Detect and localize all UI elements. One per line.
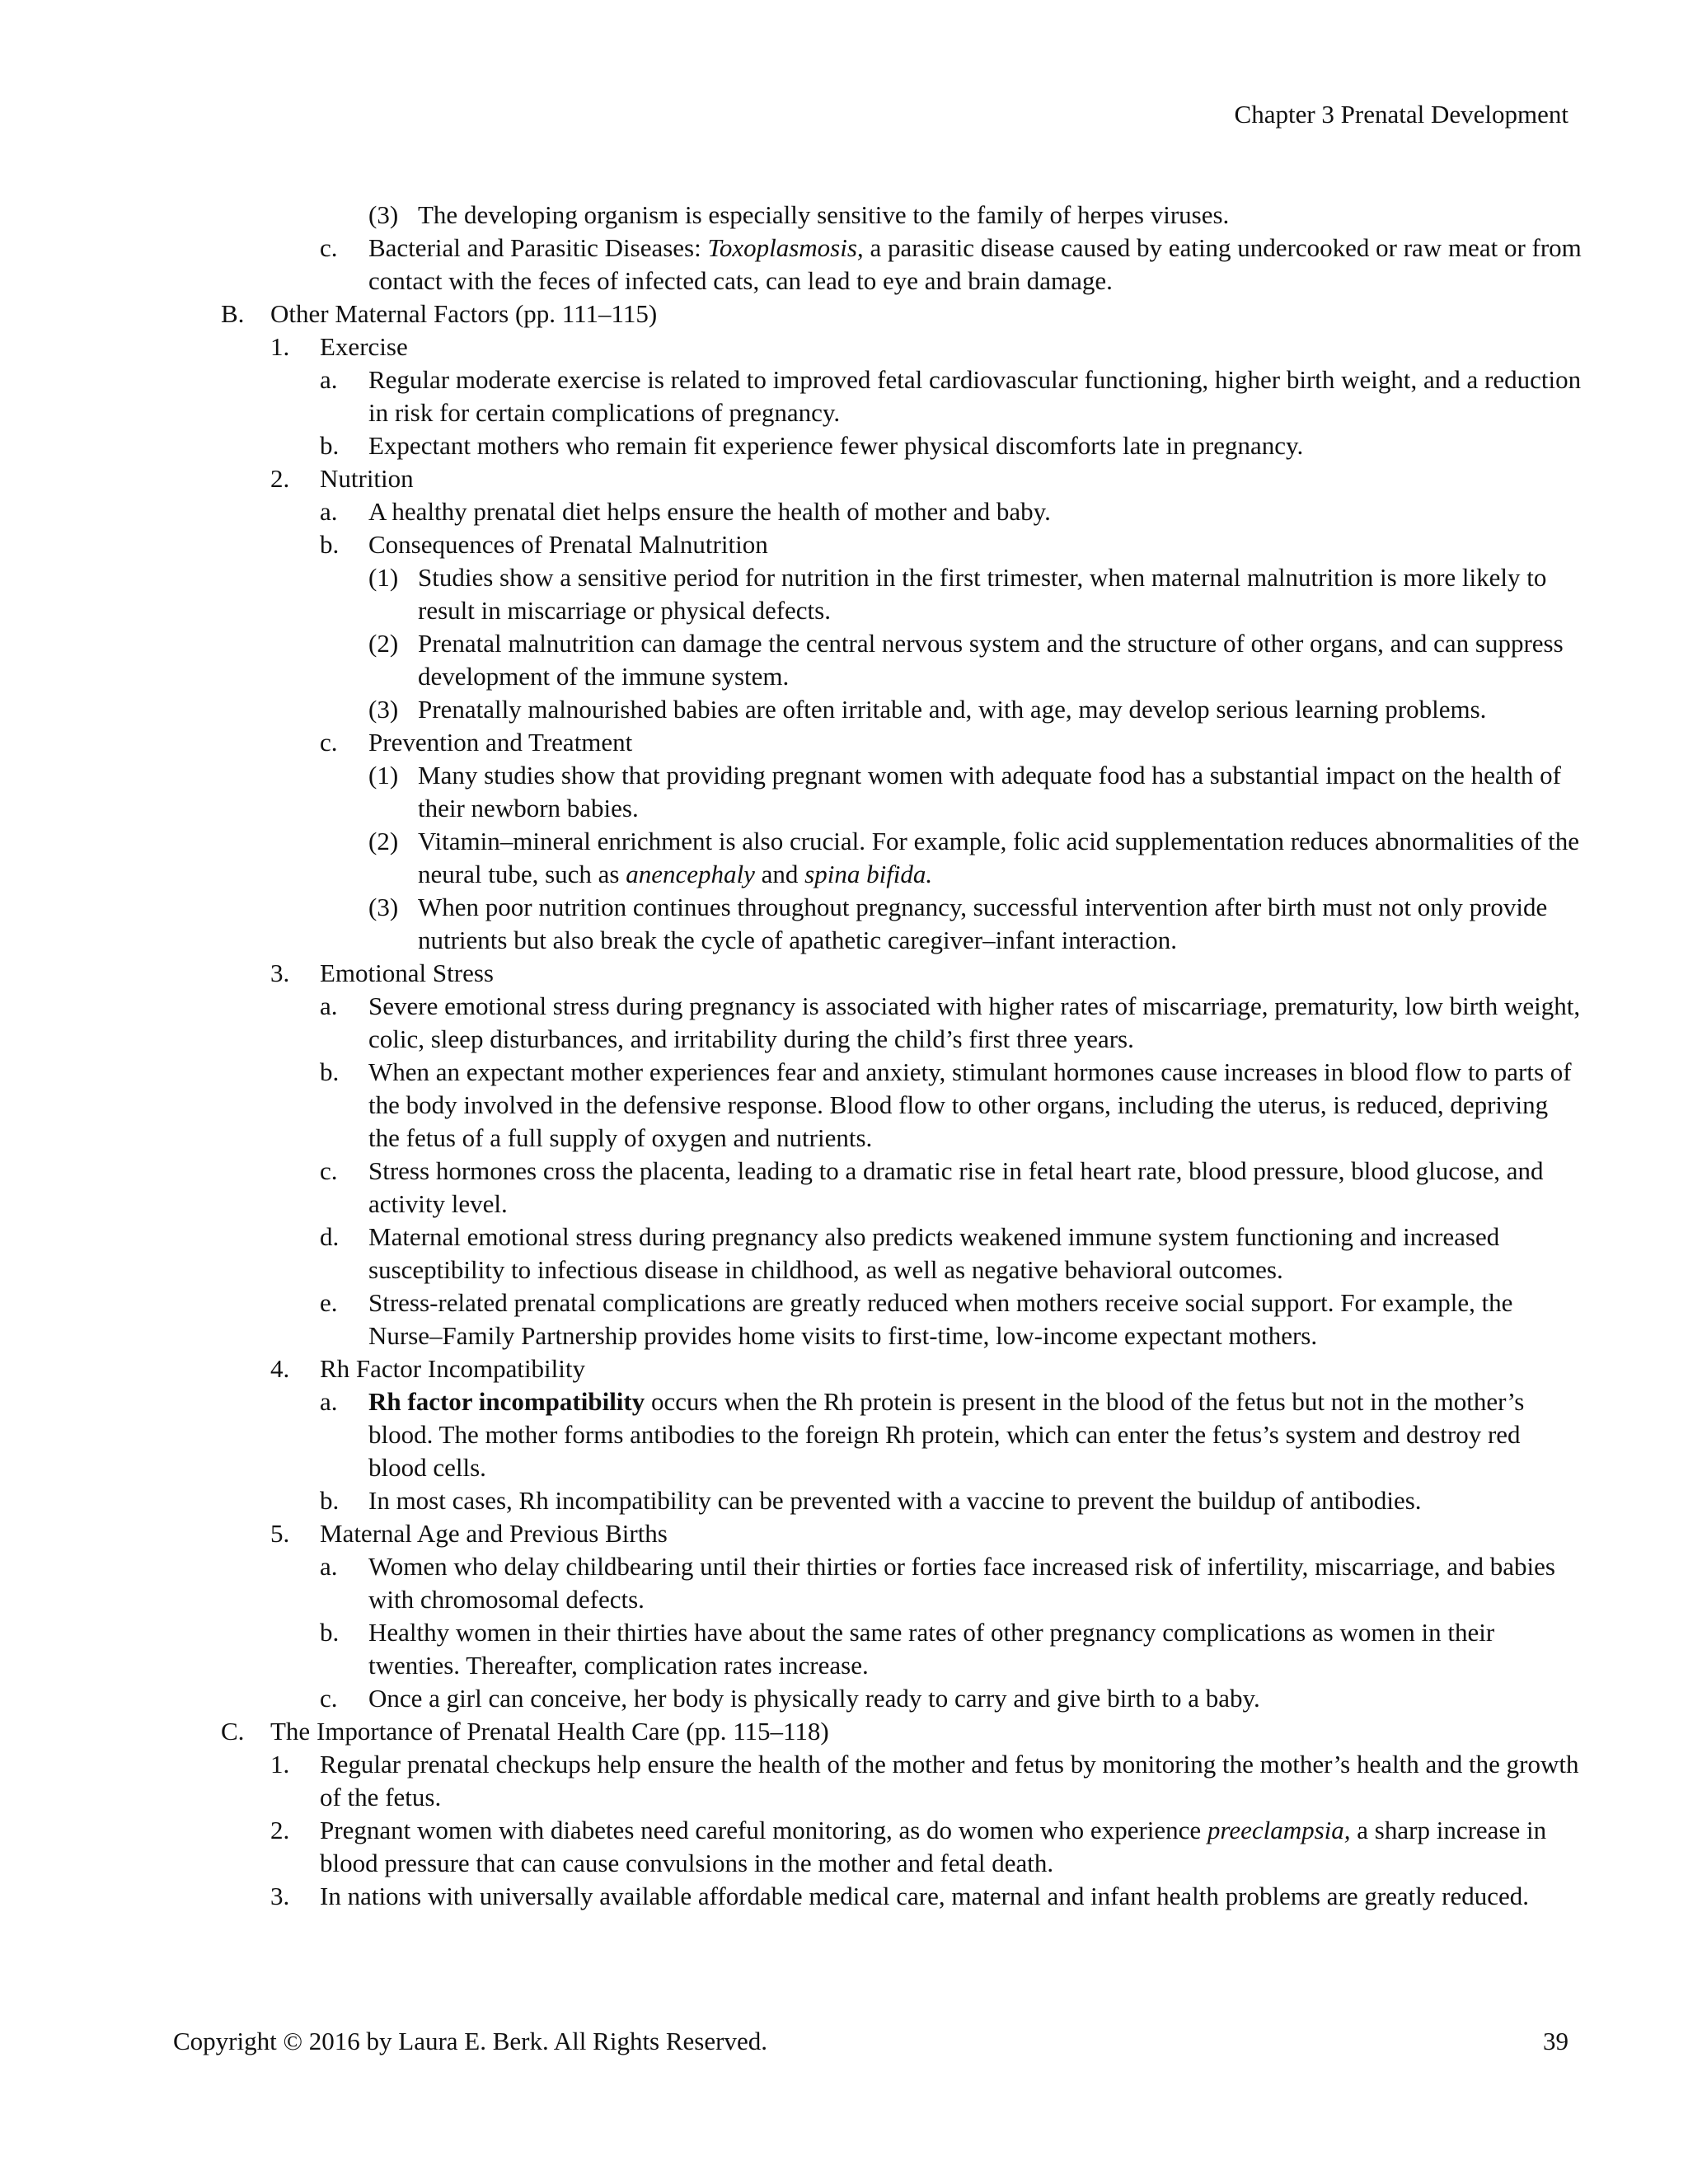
outline-label: a.: [320, 1387, 338, 1416]
outline-item-level-4: [0, 825, 1688, 891]
outline-text: [418, 825, 1606, 891]
outline-label: d.: [320, 1222, 340, 1251]
outline-text: [418, 199, 1606, 232]
outline-text: [418, 627, 1606, 693]
outline-item-level-2: [0, 1352, 1688, 1385]
outline-item-level-2: [0, 462, 1688, 495]
outline-label: a.: [320, 497, 338, 526]
outline-item-level-2: [0, 1814, 1688, 1880]
outline-text: [368, 528, 1582, 561]
outline-label: 4.: [270, 1354, 290, 1383]
outline-text: [368, 1221, 1582, 1286]
outline-label: b.: [320, 431, 340, 460]
outline-item-level-2: [0, 1517, 1688, 1550]
outline-text: [418, 561, 1606, 627]
text-segment: Once a girl can conceive, her body is physically ready to carry and give birth to a baby.: [368, 1684, 1260, 1713]
outline-item-level-4: [0, 891, 1688, 957]
outline-label: a.: [320, 365, 338, 394]
text-segment: Nutrition: [320, 464, 414, 493]
outline-label: C.: [221, 1717, 245, 1746]
outline-item-level-3: [0, 528, 1688, 561]
outline-label: b.: [320, 530, 340, 559]
outline-text: [368, 1682, 1582, 1715]
text-segment: Healthy women in their thirties have about the same rates of other pregnancy complications as women in their twenties. Thereafter, complication rates increase.: [368, 1618, 1495, 1680]
outline-label: a.: [320, 991, 338, 1020]
outline-label: 5.: [270, 1519, 290, 1548]
outline-text: [320, 1880, 1582, 1913]
outline-label: (2): [368, 629, 399, 658]
running-header: Chapter 3 Prenatal Development: [1234, 100, 1568, 129]
text-segment: Maternal Age and Previous Births: [320, 1519, 668, 1548]
text-segment: In nations with universally available affordable medical care, maternal and infant health problems are greatly reduced.: [320, 1882, 1530, 1910]
outline-item-level-4: [0, 693, 1688, 726]
outline-label: (1): [368, 761, 399, 790]
outline-label: b.: [320, 1486, 340, 1515]
outline-text: [320, 1814, 1582, 1880]
outline-label: (3): [368, 200, 399, 229]
outline-text: [368, 1385, 1582, 1484]
outline-item-level-4: [0, 759, 1688, 825]
text-segment: When an expectant mother experiences fear and anxiety, stimulant hormones cause increases in blood flow to parts of the body involved in the defensive response. Blood flow to other organs, including the uterus, is reduced, depriving the fetus of a full supply of oxygen and nutrients.: [368, 1057, 1572, 1152]
outline-item-level-3: [0, 1286, 1688, 1352]
text-segment: Prenatally malnourished babies are often irritable and, with age, may develop serious learning problems.: [418, 695, 1487, 724]
outline-text: [368, 726, 1582, 759]
outline-text: [368, 232, 1582, 298]
outline-item-level-3: [0, 495, 1688, 528]
text-segment: Studies show a sensitive period for nutrition in the first trimester, when maternal malnutrition is more likely to result in miscarriage or physical defects.: [418, 563, 1547, 625]
outline-text: [418, 759, 1606, 825]
outline-text: [320, 957, 1582, 990]
outline-item-level-2: [0, 330, 1688, 363]
text-segment: Pregnant women with diabetes need careful monitoring, as do women who experience: [320, 1816, 1207, 1844]
outline-item-level-3: [0, 363, 1688, 429]
text-segment: Emotional Stress: [320, 958, 494, 987]
outline-label: 3.: [270, 958, 290, 987]
outline-item-level-3: [0, 1385, 1688, 1484]
outline-label: b.: [320, 1057, 340, 1086]
text-segment: a sharp increase in blood pressure that can cause convulsions in the mother and fetal death.: [320, 1816, 1547, 1877]
outline-item-level-4: [0, 561, 1688, 627]
outline-item-level-2: [0, 1880, 1688, 1913]
outline-text: [368, 1550, 1582, 1616]
text-segment: When poor nutrition continues throughout pregnancy, successful intervention after birth must not only provide nutrients but also break the cycle of apathetic caregiver–infant interaction.: [418, 893, 1548, 954]
outline-text: [418, 693, 1606, 726]
text-segment: Rh Factor Incompatibility: [320, 1354, 586, 1383]
text-segment: The Importance of Prenatal Health Care (pp. 115–118): [270, 1717, 829, 1746]
outline-item-level-4: [0, 199, 1688, 232]
italic-term: Toxoplasmosis,: [707, 233, 864, 262]
outline-text: [270, 298, 1582, 330]
outline-label: b.: [320, 1618, 340, 1647]
outline-label: (3): [368, 893, 399, 921]
text-segment: Many studies show that providing pregnant women with adequate food has a substantial impact on the health of their newborn babies.: [418, 761, 1561, 823]
outline-text: [320, 1517, 1582, 1550]
outline-label: 2.: [270, 1816, 290, 1844]
text-segment: Consequences of Prenatal Malnutrition: [368, 530, 768, 559]
outline-item-level-3: [0, 1484, 1688, 1517]
outline-text: [320, 1748, 1582, 1814]
italic-term: anencephaly: [626, 860, 755, 888]
outline-label: c.: [320, 1684, 338, 1713]
outline-item-level-4: [0, 627, 1688, 693]
outline-item-level-3: [0, 429, 1688, 462]
outline-item-level-2: [0, 957, 1688, 990]
outline-item-level-3: [0, 1550, 1688, 1616]
outline-text: [368, 990, 1582, 1056]
outline-item-level-3: [0, 726, 1688, 759]
text-segment: occurs when the Rh protein is present in the blood of the fetus but not in the mother’s blood. The mother forms antibodies to the foreign Rh protein, which can enter the fetus’s system and destroy red blood cells.: [368, 1387, 1525, 1482]
outline-text: [320, 330, 1582, 363]
outline-label: e.: [320, 1288, 338, 1317]
outline-item-level-3: [0, 1221, 1688, 1286]
outline-text: [320, 1352, 1582, 1385]
outline-text: [368, 1484, 1582, 1517]
outline-label: a.: [320, 1552, 338, 1581]
text-segment: Expectant mothers who remain fit experience fewer physical discomforts late in pregnancy.: [368, 431, 1304, 460]
italic-term: preeclampsia,: [1207, 1816, 1351, 1844]
outline-item-level-3: [0, 1056, 1688, 1155]
outline-text: [368, 495, 1582, 528]
outline-label: (2): [368, 827, 399, 855]
outline-text: [368, 363, 1582, 429]
outline-text: [368, 1616, 1582, 1682]
text-segment: a parasitic disease caused by eating undercooked or raw meat or from contact with the feces of infected cats, can lead to eye and brain damage.: [368, 233, 1582, 295]
outline-item-level-3: [0, 1682, 1688, 1715]
text-segment: Prenatal malnutrition can damage the central nervous system and the structure of other organs, and can suppress development of the immune system.: [418, 629, 1564, 691]
outline-item-level-1: [0, 298, 1688, 330]
text-segment: Regular prenatal checkups help ensure the health of the mother and fetus by monitoring the mother’s health and the growth of the fetus.: [320, 1750, 1579, 1811]
text-segment: Bacterial and Parasitic Diseases:: [368, 233, 708, 262]
text-segment: and: [754, 860, 805, 888]
text-segment: A healthy prenatal diet helps ensure the health of mother and baby.: [368, 497, 1051, 526]
outline-item-level-3: [0, 1155, 1688, 1221]
outline-item-level-3: [0, 990, 1688, 1056]
outline-label: c.: [320, 728, 338, 757]
outline-text: [270, 1715, 1582, 1748]
outline-item-level-3: [0, 1616, 1688, 1682]
bold-term: Rh factor incompatibility: [368, 1387, 645, 1416]
outline-text: [368, 429, 1582, 462]
outline-text: [418, 891, 1606, 957]
text-segment: In most cases, Rh incompatibility can be prevented with a vaccine to prevent the buildup of antibodies.: [368, 1486, 1422, 1515]
text-segment: Severe emotional stress during pregnancy is associated with higher rates of miscarriage, prematurity, low birth weight, colic, sleep disturbances, and irritability during the child’s first three years.: [368, 991, 1581, 1053]
outline-label: c.: [320, 1156, 338, 1185]
outline-label: (3): [368, 695, 399, 724]
page-number: 39: [1543, 2027, 1568, 2055]
text-segment: Prevention and Treatment: [368, 728, 633, 757]
outline-label: 1.: [270, 332, 290, 361]
outline-content: [0, 199, 1688, 1913]
outline-item-level-2: [0, 1748, 1688, 1814]
text-segment: Maternal emotional stress during pregnancy also predicts weakened immune system functioning and increased susceptibility to infectious disease in childhood, as well as negative behavioral outcomes.: [368, 1222, 1500, 1284]
text-segment: Stress-related prenatal complications are greatly reduced when mothers receive social support. For example, the Nurse–Family Partnership provides home visits to first-time, low-income expectant mothers.: [368, 1288, 1513, 1350]
outline-text: [368, 1056, 1582, 1155]
text-segment: Vitamin–mineral enrichment is also crucial. For example, folic acid supplementation reduces abnormalities of the neural tube, such as: [418, 827, 1580, 888]
outline-item-level-3: [0, 232, 1688, 298]
text-segment: Exercise: [320, 332, 408, 361]
outline-label: 3.: [270, 1882, 290, 1910]
text-segment: Regular moderate exercise is related to improved fetal cardiovascular functioning, higher birth weight, and a reduction in risk for certain complications of pregnancy.: [368, 365, 1582, 427]
copyright-notice: Copyright © 2016 by Laura E. Berk. All Rights Reserved.: [173, 2027, 767, 2055]
text-segment: The developing organism is especially sensitive to the family of herpes viruses.: [418, 200, 1230, 229]
outline-text: [368, 1286, 1582, 1352]
text-segment: Stress hormones cross the placenta, leading to a dramatic rise in fetal heart rate, blood pressure, blood glucose, and activity level.: [368, 1156, 1544, 1218]
outline-label: c.: [320, 233, 338, 262]
outline-label: 1.: [270, 1750, 290, 1779]
text-segment: Other Maternal Factors (pp. 111–115): [270, 299, 658, 328]
italic-term: spina bifida.: [804, 860, 933, 888]
outline-label: 2.: [270, 464, 290, 493]
outline-item-level-1: [0, 1715, 1688, 1748]
text-segment: Women who delay childbearing until their thirties or forties face increased risk of infertility, miscarriage, and babies with chromosomal defects.: [368, 1552, 1555, 1614]
outline-label: (1): [368, 563, 399, 592]
outline-text: [320, 462, 1582, 495]
outline-label: B.: [221, 299, 245, 328]
outline-text: [368, 1155, 1582, 1221]
